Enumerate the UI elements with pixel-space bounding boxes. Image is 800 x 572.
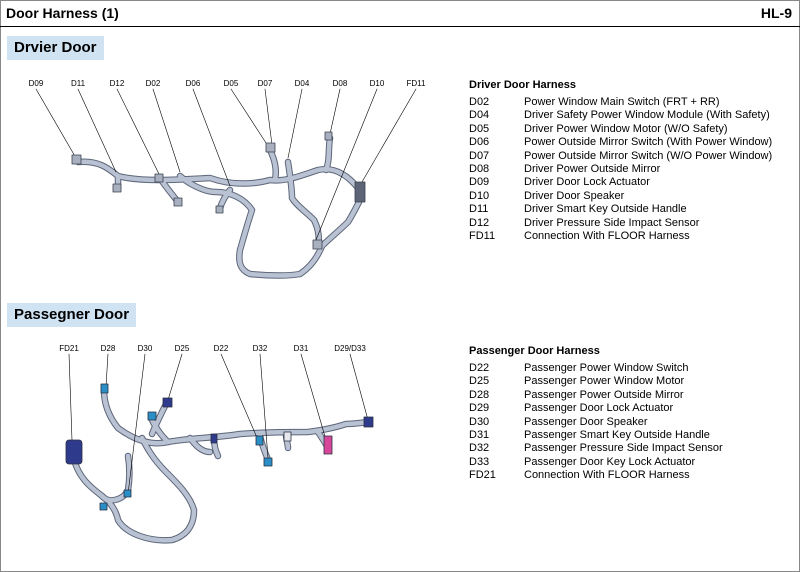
driver-panel-title: Driver Door Harness [469,79,576,91]
legend-desc: Driver Power Window Motor (W/O Safety) [524,122,728,135]
callout-fd21: FD21 [59,344,79,353]
page-code: HL-9 [760,5,792,21]
callout-d02: D02 [145,79,161,88]
driver-section-title: Drvier Door [7,36,104,60]
legend-desc: Power Outside Mirror Switch (With Power Window) [524,136,773,149]
legend-code: D25 [469,375,490,388]
legend-code: FD11 [469,229,496,242]
callout-d25: D25 [174,344,190,353]
callout-d06: D06 [185,79,201,88]
passenger-section-title: Passegner Door [7,303,136,327]
callout-d22: D22 [213,344,229,353]
legend-desc: Driver Safety Power Window Module (With Safety) [524,109,770,122]
legend-code: D12 [469,216,490,229]
legend-code: D11 [469,203,489,216]
legend-desc: Driver Power Outside Mirror [524,162,661,175]
legend-code: D06 [469,136,490,149]
callout-d29-d33: D29/D33 [334,344,366,353]
legend-desc: Passenger Pressure Side Impact Sensor [524,442,723,455]
legend-code: D29 [469,402,490,415]
legend-code: D33 [469,455,490,468]
legend-code: D02 [469,96,490,108]
callout-d28: D28 [100,344,116,353]
legend-code: D32 [469,442,490,455]
legend-code: D22 [469,362,490,374]
legend-code: D08 [469,162,490,175]
legend-desc: Passenger Power Window Switch [524,362,689,374]
legend-code: D09 [469,176,490,189]
callout-fd11: FD11 [406,79,426,88]
callout-d11: D11 [70,79,86,88]
legend-code: D28 [469,388,490,401]
callout-d04: D04 [294,79,310,88]
legend-desc: Passenger Power Outside Mirror [524,388,684,401]
legend-code: D04 [469,109,490,122]
driver-harness [36,89,416,276]
legend-desc: Passenger Power Window Motor [524,375,685,388]
legend-code: D05 [469,122,490,135]
callout-d12: D12 [109,79,125,88]
passenger-harness [66,354,373,540]
callout-d10: D10 [369,79,385,88]
legend-code: D30 [469,415,490,428]
legend-desc: Passenger Door Speaker [524,415,648,428]
page-title: Door Harness (1) [6,5,119,21]
legend-desc: Driver Door Speaker [524,189,625,202]
legend-desc: Driver Pressure Side Impact Sensor [524,216,700,229]
legend-desc: Connection With FLOOR Harness [524,229,690,242]
callout-d30: D30 [137,344,153,353]
legend-desc: Power Window Main Switch (FRT + RR) [524,96,720,108]
callout-d07: D07 [257,79,273,88]
passenger-panel-title: Passenger Door Harness [469,345,600,357]
legend-desc: Connection With FLOOR Harness [524,469,690,482]
legend-code: FD21 [469,469,496,482]
legend-desc: Driver Door Lock Actuator [524,176,650,189]
legend-code: D31 [469,428,490,441]
legend-desc: Driver Smart Key Outside Handle [524,203,687,216]
callout-d08: D08 [332,79,348,88]
legend-code: D10 [469,189,490,202]
legend-desc: Power Outside Mirror Switch (W/O Power Window) [524,149,773,162]
callout-d32: D32 [252,344,268,353]
legend-desc: Passenger Smart Key Outside Handle [524,428,710,441]
callout-d31: D31 [293,344,309,353]
callout-d09: D09 [28,79,44,88]
callout-d05: D05 [223,79,239,88]
legend-code: D07 [469,149,490,162]
legend-desc: Passenger Door Key Lock Actuator [524,455,696,468]
legend-desc: Passenger Door Lock Actuator [524,402,674,415]
